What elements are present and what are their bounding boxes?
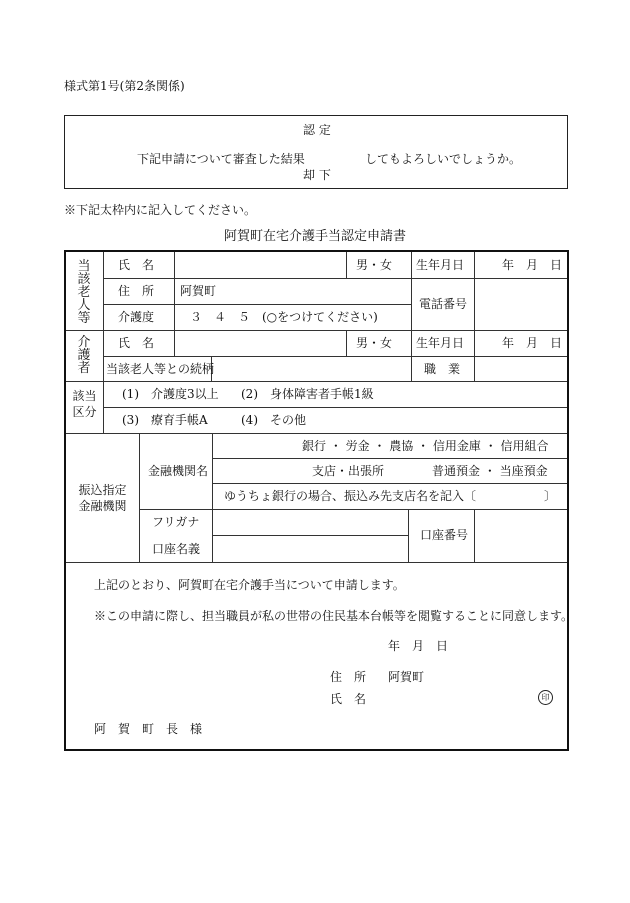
applicant-name-label: 氏 名 [330, 692, 367, 706]
furigana-label: フリガナ [152, 515, 200, 529]
care-level-label: 介護度 [118, 310, 155, 324]
caregiver-name-label: 氏 名 [118, 336, 155, 350]
elderly-name-label: 氏 名 [118, 258, 155, 272]
divider [66, 433, 567, 434]
account-types[interactable]: 普通預金 ・ 当座預金 [432, 464, 548, 478]
caregiver-section-label: 介護者 [77, 335, 91, 376]
yucho-note: ゆうちょ銀行の場合、振込み先支店名を記入〔 [224, 489, 477, 503]
declaration-date-units: 年 月 日 [388, 639, 449, 653]
divider [212, 433, 213, 562]
institution-types[interactable]: 銀行 ・ 労金 ・ 農協 ・ 信用金庫 ・ 信用組合 [302, 439, 549, 453]
elderly-address-prefix: 阿賀町 [180, 284, 217, 298]
seal-icon: 印 [538, 690, 553, 705]
elderly-phone-label: 電話番号 [419, 297, 468, 311]
review-sentence-left: 下記申請について審査した結果 [137, 152, 305, 166]
category-option-2[interactable]: (2) 身体障害者手帳1級 [241, 387, 374, 401]
category-option-4[interactable]: (4) その他 [241, 413, 306, 427]
institution-label: 金融機関名 [148, 464, 209, 478]
divider [66, 381, 567, 382]
divider [139, 509, 567, 510]
branch-types[interactable]: 支店・出張所 [312, 464, 385, 478]
care-level-options[interactable]: ３ ４ ５ (○をつけてください) [190, 310, 378, 324]
declaration-statement: 上記のとおり、阿賀町在宅介護手当について申請します。 [94, 578, 405, 592]
divider [408, 509, 409, 562]
category-option-3[interactable]: (3) 療育手帳A [122, 413, 208, 427]
bank-label-line1: 振込指定 [78, 483, 127, 497]
addressee: 阿 賀 町 長 様 [94, 722, 203, 736]
elderly-birth-label: 生年月日 [416, 258, 465, 272]
category-label-line1: 該当 [72, 389, 97, 403]
consent-statement: ※この申請に際し、担当職員が私の世帯の住民基本台帳等を閲覧することに同意します。 [94, 609, 574, 623]
divider [103, 356, 567, 357]
divider [139, 433, 140, 562]
divider [174, 252, 175, 330]
divider [103, 407, 567, 408]
divider [103, 278, 567, 279]
divider [346, 330, 347, 356]
approval-box [64, 115, 568, 189]
applicant-address-value: 阿賀町 [388, 670, 425, 684]
form-title: 阿賀町在宅介護手当認定申請書 [223, 229, 406, 244]
divider [411, 252, 412, 381]
divider [346, 252, 347, 278]
divider [103, 252, 104, 433]
caregiver-birth-units: 年 月 日 [502, 336, 563, 350]
caregiver-birth-label: 生年月日 [416, 336, 465, 350]
account-number-label: 口座番号 [420, 528, 469, 542]
divider [66, 330, 567, 331]
approve-label: 認 定 [303, 123, 331, 137]
bank-label-line2: 金融機関 [78, 499, 127, 513]
divider [474, 252, 475, 381]
yucho-bracket-close: 〕 [544, 489, 557, 503]
elderly-gender-options[interactable]: 男・女 [356, 258, 393, 272]
elderly-birth-units: 年 月 日 [502, 258, 563, 272]
category-option-1[interactable]: (1) 介護度3以上 [122, 387, 219, 401]
application-form [64, 250, 574, 751]
reject-label: 却 下 [303, 168, 331, 182]
divider [174, 330, 175, 356]
relation-label: 当該老人等との続柄 [106, 362, 215, 376]
elderly-section-label: 当該老人等 [77, 259, 91, 326]
elderly-address-label: 住 所 [118, 284, 155, 298]
form-number: 様式第1号(第2条関係) [64, 79, 185, 93]
divider [474, 509, 475, 562]
divider [212, 535, 408, 536]
account-name-label: 口座名義 [152, 542, 201, 556]
category-label-line2: 区分 [72, 405, 97, 419]
instruction-text: ※下記太枠内に記入してください。 [64, 203, 257, 217]
applicant-address-label: 住 所 [330, 670, 367, 684]
divider [212, 458, 567, 459]
caregiver-gender-options[interactable]: 男・女 [356, 336, 393, 350]
divider [212, 483, 567, 484]
review-sentence-right: してもよろしいでしょうか。 [365, 152, 522, 166]
occupation-label: 職 業 [424, 362, 461, 376]
divider [103, 304, 411, 305]
divider [66, 562, 567, 563]
